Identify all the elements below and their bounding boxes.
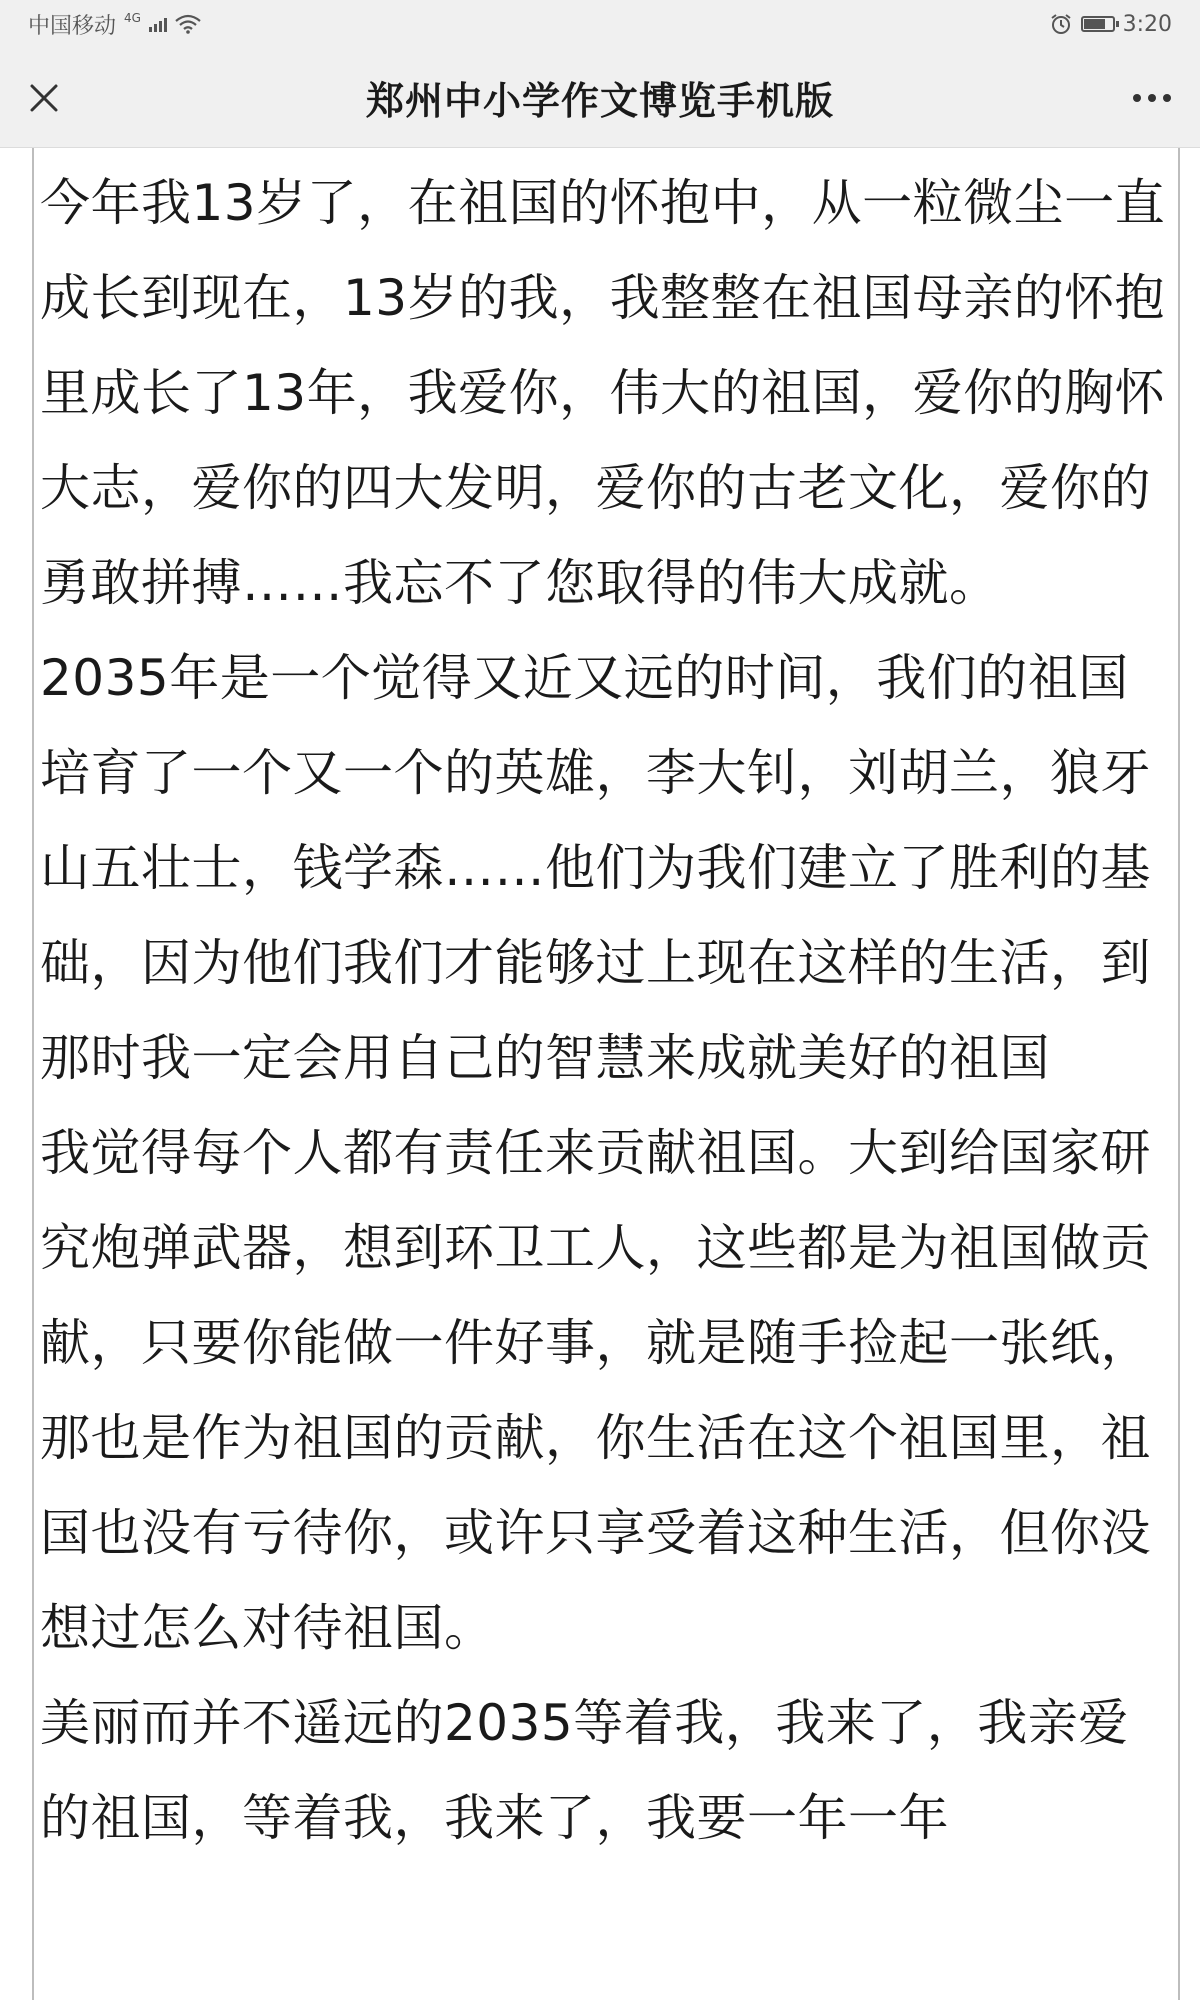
status-right xyxy=(1049,12,1172,37)
close-button[interactable] xyxy=(16,70,72,126)
network-type-label: 4G xyxy=(124,11,141,25)
status-bar xyxy=(0,0,1200,48)
more-options-button[interactable] xyxy=(1124,70,1180,126)
article-paragraph: 美丽而并不遥远的2035等着我，我来了，我亲爱的祖国，等着我，我来了，我要一年一年 xyxy=(40,1694,1129,1847)
carrier-label: 中国移动 xyxy=(28,13,117,39)
article-paragraph: 我觉得每个人都有责任来贡献祖国。大到给国家研究炮弹武器，想到环卫工人，这些都是为祖国做贡献，只要你能做一件好事，就是随手捡起一张纸，那也是作为祖国的贡献，你生活在这个祖国里，祖国也没有亏待你，或许只享受着这种生活，但你没想过怎么对待祖国。 xyxy=(40,1124,1151,1657)
signal-icon xyxy=(149,16,167,32)
title-bar xyxy=(0,48,1200,148)
close-icon xyxy=(29,83,59,113)
page-title: 郑州中小学作文博览手机版 xyxy=(365,79,834,123)
clock-time: 3:20 xyxy=(1122,11,1172,37)
article-container[interactable] xyxy=(32,148,1180,2000)
status-left xyxy=(28,9,201,40)
battery-icon xyxy=(1081,16,1115,32)
alarm-icon xyxy=(1049,12,1073,36)
article-paragraph: 今年我13岁了，在祖国的怀抱中，从一粒微尘一直成长到现在，13岁的我，我整整在祖国母亲的怀抱里成长了13年，我爱你，伟大的祖国，爱你的胸怀大志，爱你的四大发明，爱你的古老文化，爱你的勇敢拼搏……我忘不了您取得的伟大成就。 xyxy=(40,174,1166,612)
article-paragraph: 2035年是一个觉得又近又远的时间，我们的祖国培育了一个又一个的英雄，李大钊，刘胡兰，狼牙山五壮士，钱学森……他们为我们建立了胜利的基础，因为他们我们才能够过上现在这样的生活，到那时我一定会用自己的智慧来成就美好的祖国 xyxy=(40,649,1151,1087)
article-body xyxy=(34,156,1178,1866)
wifi-icon xyxy=(175,14,201,34)
more-icon xyxy=(1132,93,1172,103)
battery-level-fill xyxy=(1084,19,1105,29)
